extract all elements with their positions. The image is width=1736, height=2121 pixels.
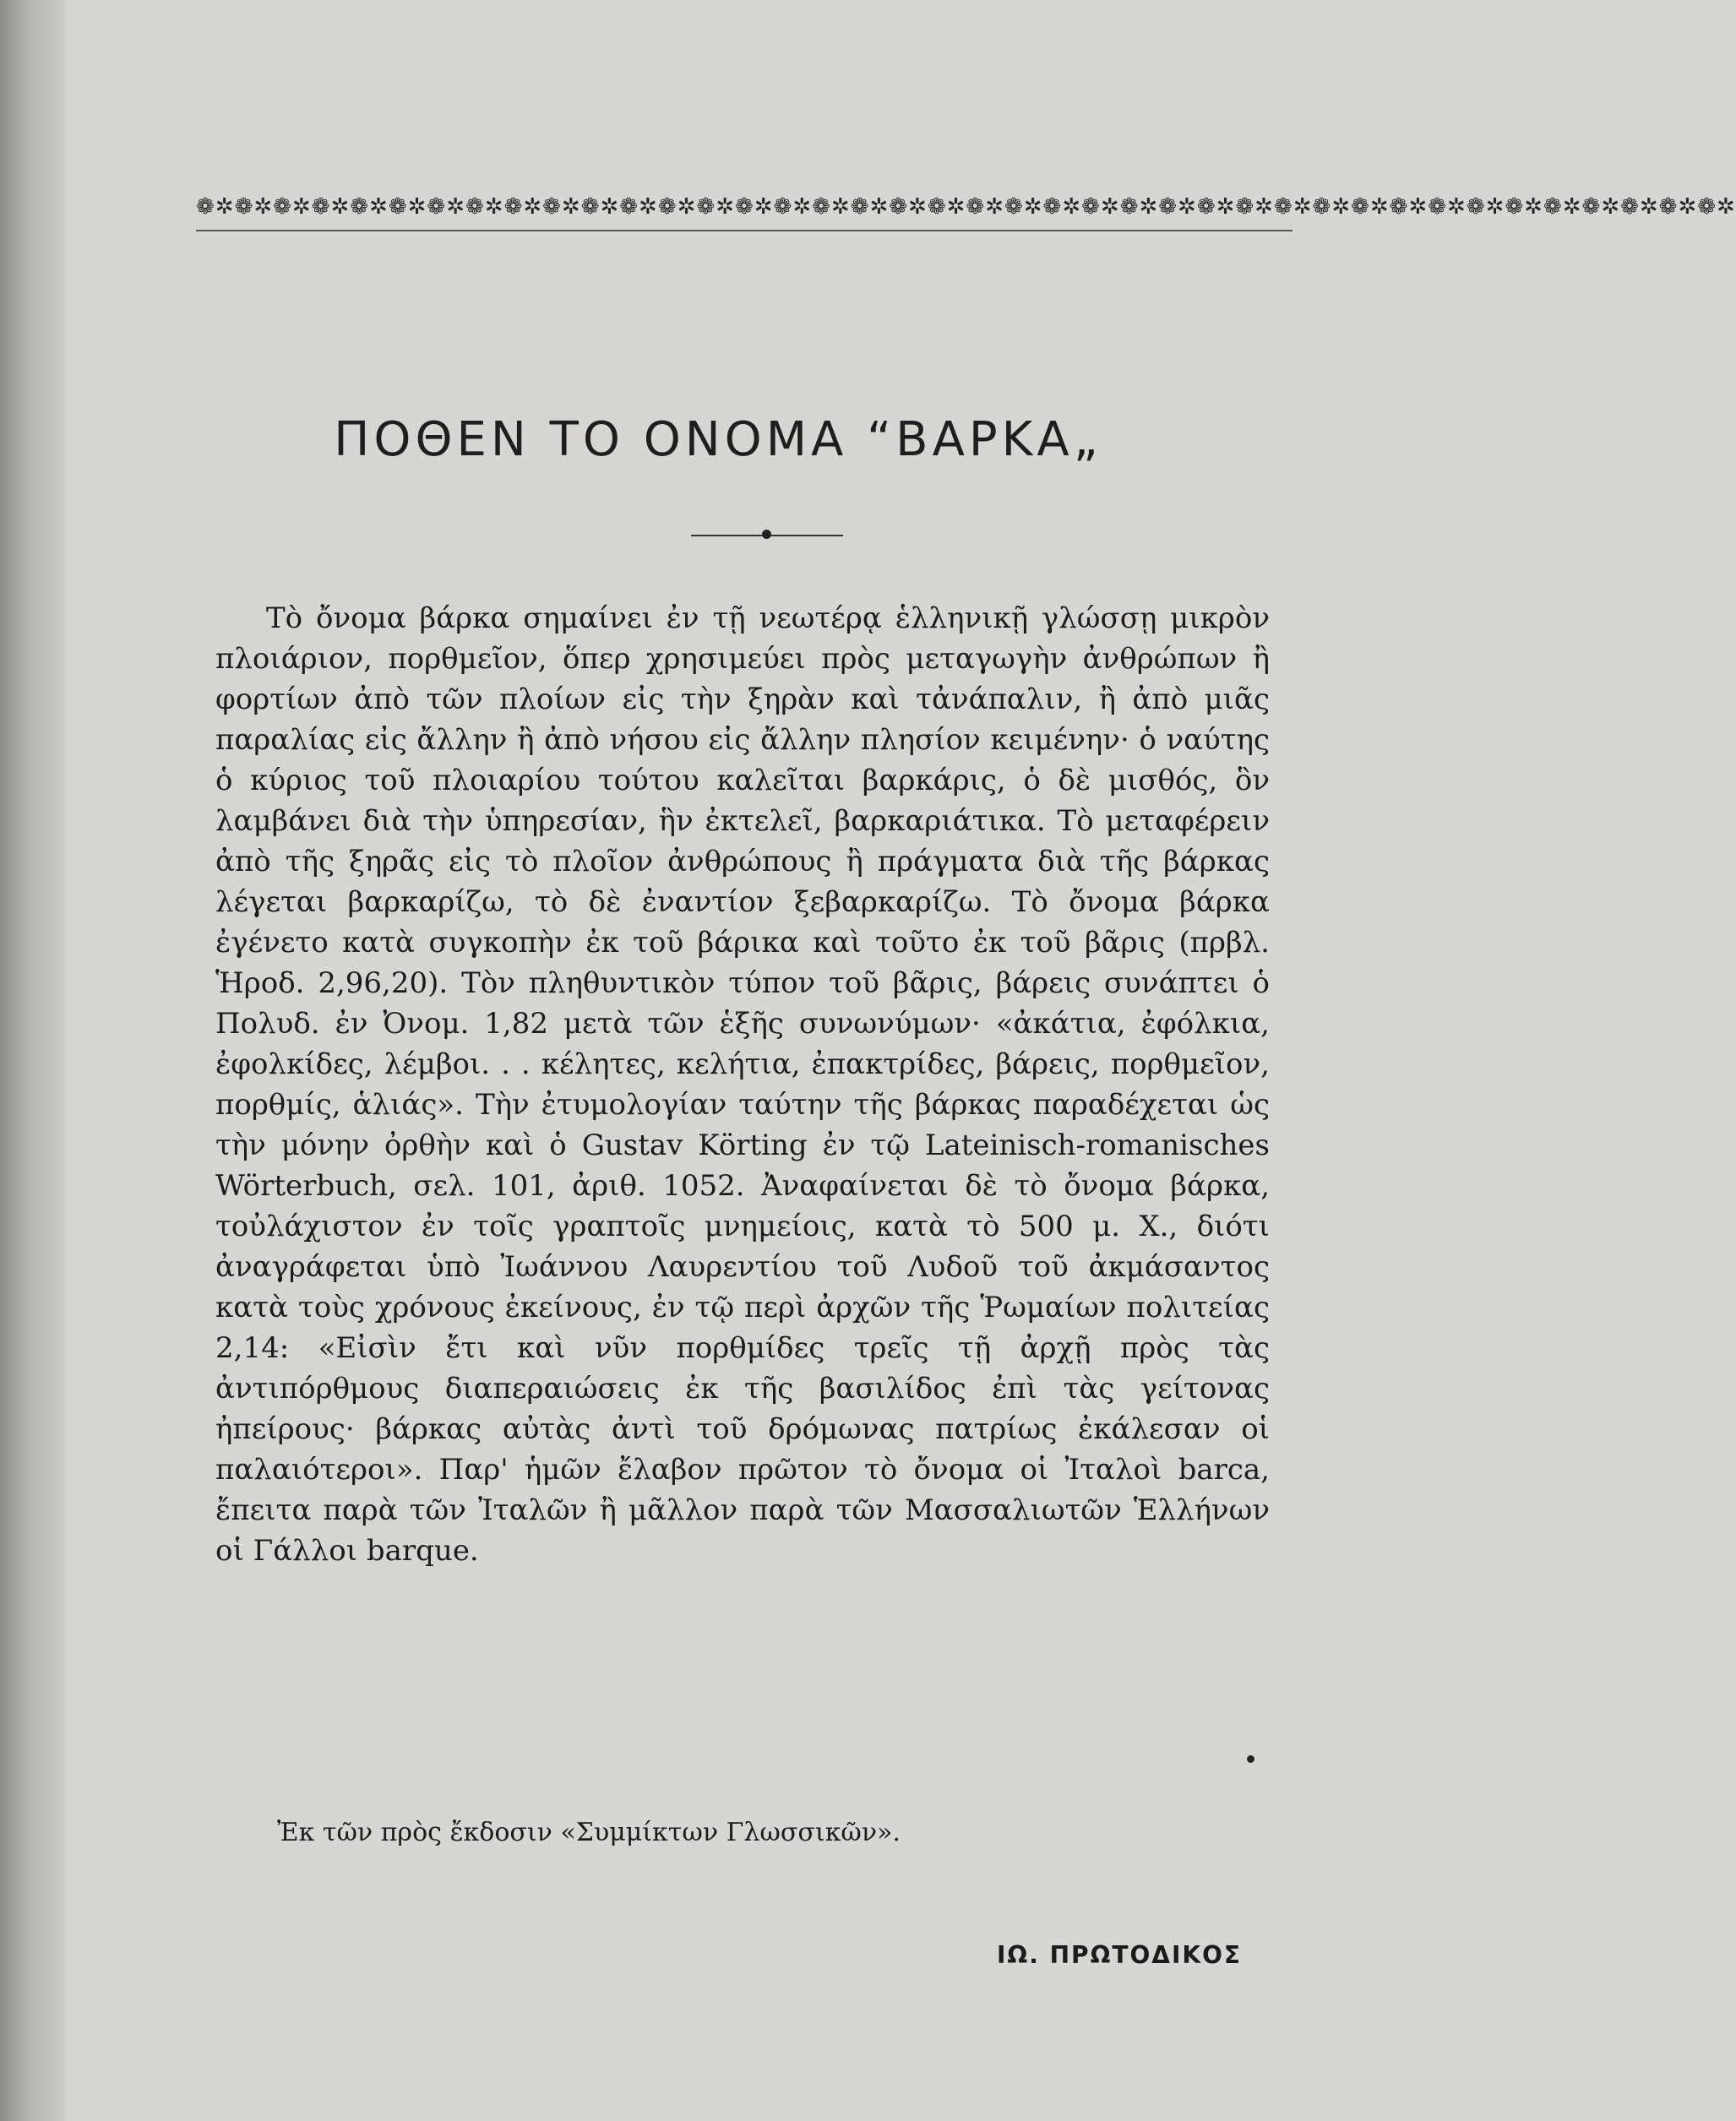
author-signature: ΙΩ. ΠΡΩΤΟΔΙΚΟΣ — [997, 1941, 1242, 1969]
title-divider-dot — [762, 530, 771, 539]
article-body: Τὸ ὄνομα βάρκα σημαίνει ἐν τῇ νεωτέρᾳ ἑλληνικῇ γλώσσῃ μικρὸν πλοιάριον, πορθμεῖον, ὅπερ χρησιμεύει πρὸς μεταγωγὴν ἀνθρώπων ἢ φορτίων ἀπὸ τῶν πλοίων εἰς τὴν ξηρὰν καὶ τἀνάπαλιν, ἢ ἀπὸ μιᾶς παραλίας εἰς ἄλλην ἢ ἀπὸ νήσου εἰς ἄλλην πλησίον κειμένην· ὁ ναύτης ὁ κύριος τοῦ πλοιαρίου τούτου καλεῖται βαρκάρις, ὁ δὲ μισθός, ὃν λαμβάνει διὰ τὴν ὑπηρεσίαν, ἣν ἐκτελεῖ, βαρκαριάτικα. Τὸ μεταφέρειν ἀπὸ τῆς ξηρᾶς εἰς τὸ πλοῖον ἀνθρώπους ἢ πράγματα διὰ τῆς βάρκας λέγεται βαρκαρίζω, τὸ δὲ ἐναντίον ξεβαρκαρίζω. Τὸ ὄνομα βάρκα ἐγένετο κατὰ συγκοπὴν ἐκ τοῦ βάρικα καὶ τοῦτο ἐκ τοῦ βᾶρις (πρβλ. Ἡροδ. 2,96,20). Τὸν πληθυντικὸν τύπον τοῦ βᾶρις, βάρεις συνάπτει ὁ Πολυδ. ἐν Ὀνομ. 1,82 μετὰ τῶν ἑξῆς συνωνύμων· «ἀκάτια, ἐφόλκια, ἐφολκίδες, λέμβοι. . . κέλητες, κελήτια, ἐπακτρίδες, βάρεις, πορθμεῖον, πορθμίς, ἁλιάς». Τὴν ἐτυμολογίαν ταύτην τῆς βάρκας παραδέχεται ὡς τὴν μόνην ὀρθὴν καὶ ὁ Gustav Körting ἐν τῷ Lateinisch-romanisches Wörterbuch, σελ. 101, ἀριθ. 1052. Ἀναφαίνεται δὲ τὸ ὄνομα βάρκα, τοὐλάχιστον ἐν τοῖς γραπτοῖς μνημείοις, κατὰ τὸ 500 μ. Χ., διότι ἀναγράφεται ὑπὸ Ἰωάννου Λαυρεντίου τοῦ Λυδοῦ τοῦ ἀκμάσαντος κατὰ τοὺς χρόνους ἐκείνους, ἐν τῷ περὶ ἀρχῶν τῆς Ῥωμαίων πολιτείας 2,14: «Εἰσὶν ἔτι καὶ νῦν πορθμίδες τρεῖς τῇ ἀρχῇ πρὸς τὰς ἀντιπόρθμους διαπεραιώσεις ἐκ τῆς βασιλίδος ἐπὶ τὰς γείτονας ἠπείρους· βάρκας αὐτὰς ἀντὶ τοῦ δρόμωνας πατρίως ἐκάλεσαν οἱ παλαιότεροι». Παρ' ἡμῶν ἔλαβον πρῶτον τὸ ὄνομα οἱ Ἰταλοὶ barca, ἔπειτα παρὰ τῶν Ἰταλῶν ἢ μᾶλλον παρὰ τῶν Μασσαλιωτῶν Ἑλλήνων οἱ Γάλλοι barque. — [215, 601, 1270, 1568]
header-rule — [196, 230, 1292, 231]
article-title: ΠΟΘΕΝ ΤΟ ΟΝΟΜΑ “ΒΑΡΚΑ„ — [334, 412, 1102, 467]
end-of-text-dot — [1247, 1755, 1254, 1763]
source-note: Ἐκ τῶν πρὸς ἔκδοσιν «Συμμίκτων Γλωσσικῶν». — [277, 1818, 901, 1847]
ornamental-header-border: ❁✲❁✲❁✲❁✲❁✲❁✲❁✲❁✲❁✲❁✲❁✲❁✲❁✲❁✲❁✲❁✲❁✲❁✲❁✲❁✲❁✲❁✲❁✲❁✲❁✲❁✲❁✲❁✲❁✲❁✲❁✲❁✲❁✲❁✲❁✲❁✲❁✲❁✲❁✲❁✲ — [196, 194, 1736, 220]
page-binding-shadow — [0, 0, 66, 2121]
